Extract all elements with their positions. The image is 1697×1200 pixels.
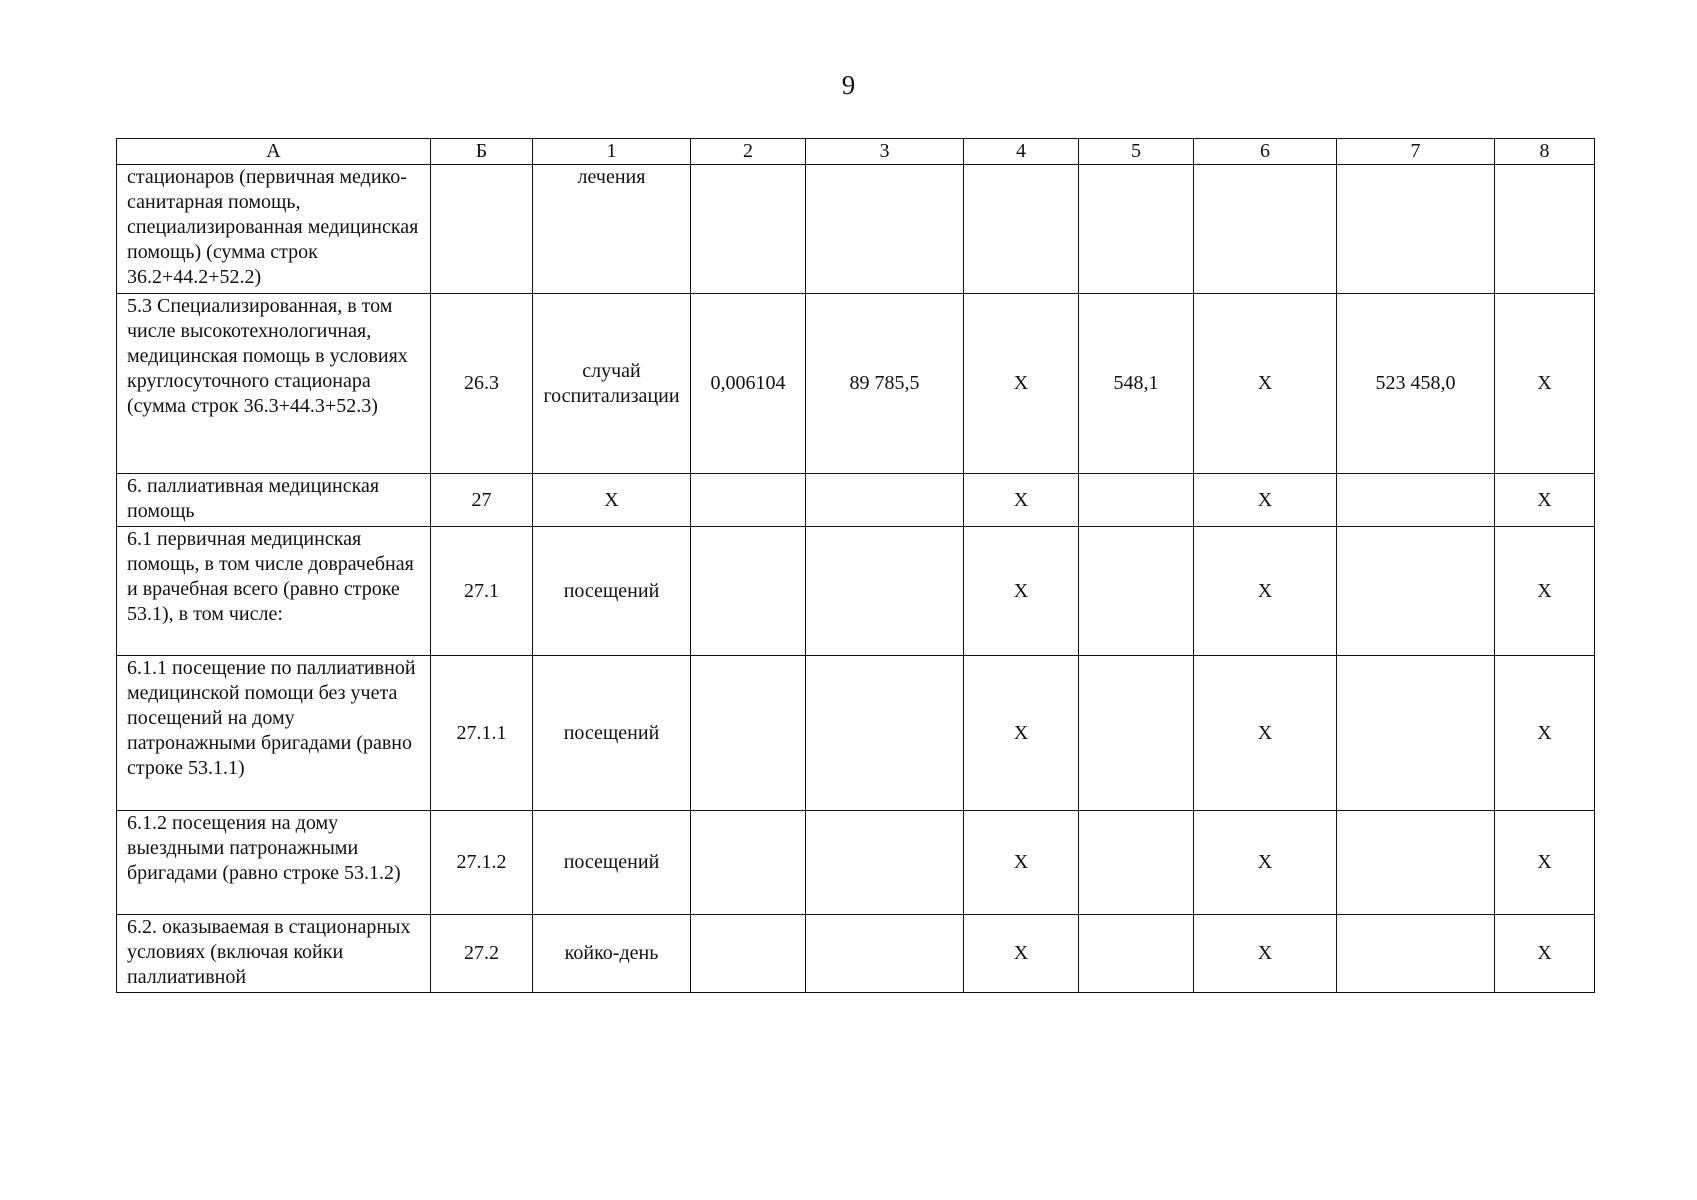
cell-col-5 (1079, 915, 1194, 993)
cell-col-7: 523 458,0 (1337, 294, 1495, 474)
cell-col-2 (691, 474, 806, 527)
row-code (431, 165, 533, 294)
row-unit: посещений (533, 811, 691, 915)
cell-col-3 (806, 474, 964, 527)
table-row (117, 474, 1595, 527)
row-unit: случай госпитализации (533, 294, 691, 474)
cell-col-7 (1337, 915, 1495, 993)
cell-col-4: Х (964, 474, 1079, 527)
column-header-a: А (117, 139, 431, 165)
row-code: 27.1.2 (431, 811, 533, 915)
cell-col-2 (691, 811, 806, 915)
table-row (117, 915, 1595, 993)
row-unit: лечения (533, 165, 691, 294)
column-header-2: 2 (691, 139, 806, 165)
cell-col-7 (1337, 527, 1495, 656)
header-row (117, 139, 1595, 165)
column-header-4: 4 (964, 139, 1079, 165)
cell-col-3 (806, 527, 964, 656)
cell-col-2: 0,006104 (691, 294, 806, 474)
table-row (117, 165, 1595, 294)
cell-col-6: Х (1194, 474, 1337, 527)
column-header-7: 7 (1337, 139, 1495, 165)
cell-col-7 (1337, 656, 1495, 811)
cell-col-5: 548,1 (1079, 294, 1194, 474)
cell-col-8: Х (1495, 811, 1595, 915)
row-code: 27.1.1 (431, 656, 533, 811)
data-table (116, 138, 1595, 993)
cell-col-2 (691, 165, 806, 294)
cell-col-3 (806, 915, 964, 993)
cell-col-5 (1079, 527, 1194, 656)
cell-col-7 (1337, 165, 1495, 294)
row-description: 6.1.2 посещения на дому выездными патронажными бригадами (равно строке 53.1.2) (117, 811, 431, 915)
cell-col-8: Х (1495, 527, 1595, 656)
column-header-3: 3 (806, 139, 964, 165)
column-header-5: 5 (1079, 139, 1194, 165)
cell-col-3: 89 785,5 (806, 294, 964, 474)
cell-col-8: Х (1495, 474, 1595, 527)
cell-col-7 (1337, 811, 1495, 915)
row-description: 6. паллиативная медицинская помощь (117, 474, 431, 527)
cell-col-2 (691, 527, 806, 656)
cell-col-5 (1079, 165, 1194, 294)
cell-col-8 (1495, 165, 1595, 294)
row-unit: посещений (533, 527, 691, 656)
cell-col-6: Х (1194, 294, 1337, 474)
cell-col-4: Х (964, 656, 1079, 811)
cell-col-3 (806, 656, 964, 811)
row-unit: посещений (533, 656, 691, 811)
cell-col-2 (691, 656, 806, 811)
cell-col-8: Х (1495, 294, 1595, 474)
column-header-8: 8 (1495, 139, 1595, 165)
row-unit: Х (533, 474, 691, 527)
row-description: 6.1 первичная медицинская помощь, в том числе доврачебная и врачебная всего (равно строке 53.1), в том числе: (117, 527, 431, 656)
cell-col-4: Х (964, 294, 1079, 474)
cell-col-3 (806, 165, 964, 294)
table-row (117, 294, 1595, 474)
row-description: 6.1.1 посещение по паллиативной медицинской помощи без учета посещений на дому патронажными бригадами (равно строке 53.1.1) (117, 656, 431, 811)
table-row (117, 656, 1595, 811)
cell-col-7 (1337, 474, 1495, 527)
column-header-1: 1 (533, 139, 691, 165)
row-description: стационаров (первичная медико-санитарная помощь, специализированная медицинская помощь) (сумма строк 36.2+44.2+52.2) (117, 165, 431, 294)
cell-col-5 (1079, 474, 1194, 527)
row-code: 27.1 (431, 527, 533, 656)
cell-col-6: Х (1194, 656, 1337, 811)
cell-col-6: Х (1194, 811, 1337, 915)
cell-col-4: Х (964, 915, 1079, 993)
table-row (117, 811, 1595, 915)
cell-col-4 (964, 165, 1079, 294)
column-header-6: 6 (1194, 139, 1337, 165)
cell-col-6 (1194, 165, 1337, 294)
cell-col-5 (1079, 656, 1194, 811)
row-code: 27.2 (431, 915, 533, 993)
cell-col-4: Х (964, 811, 1079, 915)
cell-col-8: Х (1495, 915, 1595, 993)
cell-col-4: Х (964, 527, 1079, 656)
column-header-b: Б (431, 139, 533, 165)
row-description: 5.3 Специализированная, в том числе высокотехнологичная, медицинская помощь в условиях круглосуточного стационара (сумма строк 36.3+44.3+52.3) (117, 294, 431, 474)
cell-col-6: Х (1194, 527, 1337, 656)
table-row (117, 527, 1595, 656)
cell-col-2 (691, 915, 806, 993)
cell-col-8: Х (1495, 656, 1595, 811)
row-code: 26.3 (431, 294, 533, 474)
page-number: 9 (841, 70, 856, 100)
cell-col-5 (1079, 811, 1194, 915)
row-code: 27 (431, 474, 533, 527)
row-description: 6.2. оказываемая в стационарных условиях (включая койки паллиативной (117, 915, 431, 993)
cell-col-6: Х (1194, 915, 1337, 993)
cell-col-3 (806, 811, 964, 915)
row-unit: койко-день (533, 915, 691, 993)
